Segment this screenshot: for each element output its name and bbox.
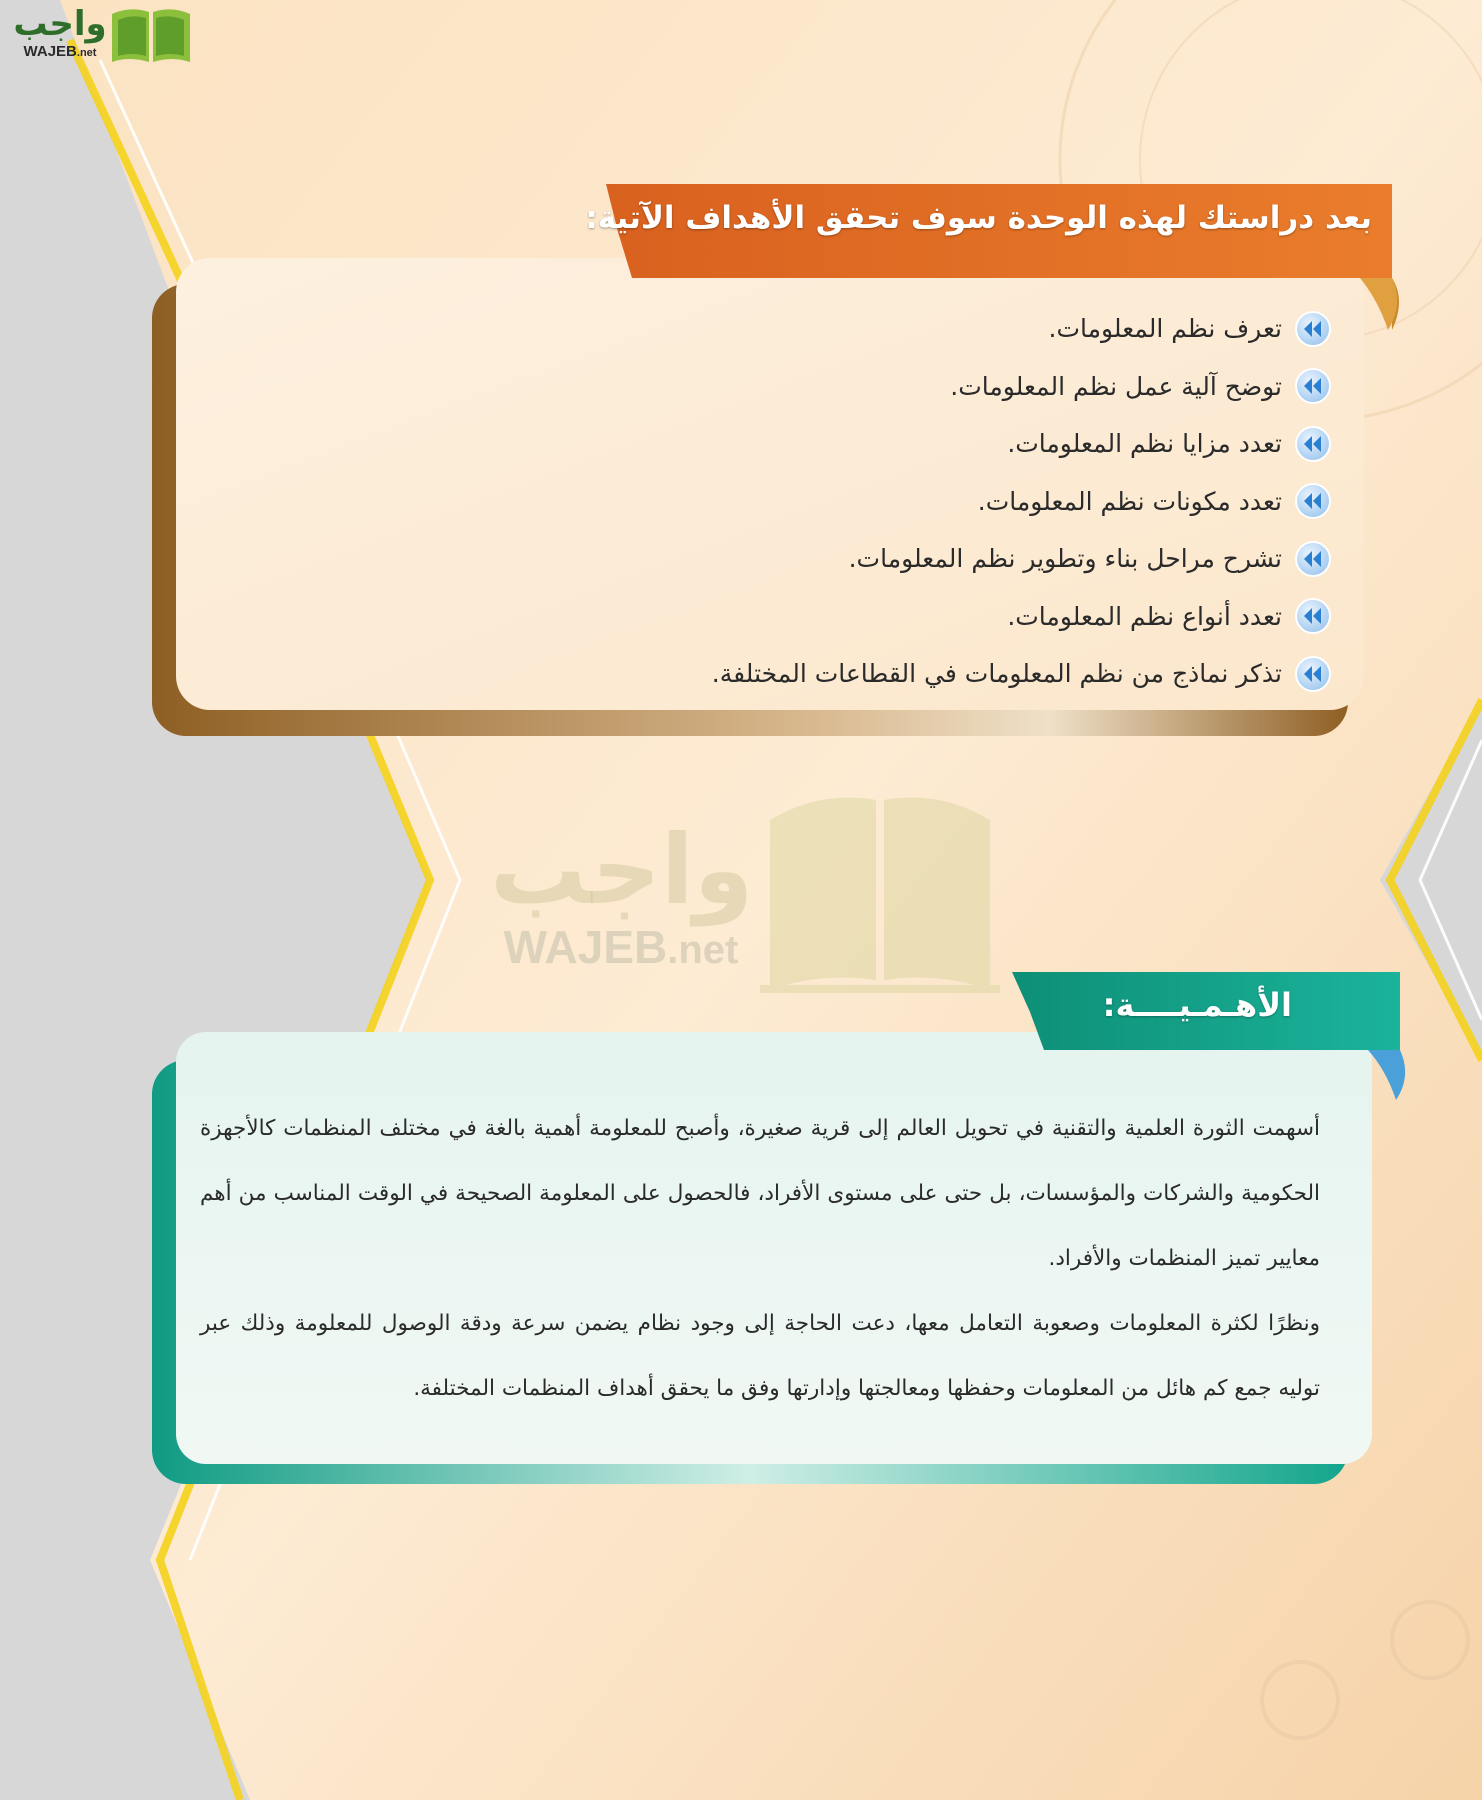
- list-item: [252, 358, 1332, 416]
- objective-text: تعدد أنواع نظم المعلومات.: [1007, 601, 1282, 631]
- objectives-list: [252, 300, 1332, 703]
- book-icon: [108, 6, 194, 68]
- list-item: [252, 645, 1332, 703]
- objective-text: تذكر نماذج من نظم المعلومات في القطاعات المختلفة.: [711, 659, 1282, 689]
- watermark-latin: [490, 922, 752, 975]
- objective-text: توضح آلية عمل نظم المعلومات.: [950, 371, 1282, 401]
- rewind-bullet-icon: [1294, 540, 1332, 578]
- objective-text: تعدد مزايا نظم المعلومات.: [1007, 429, 1282, 459]
- objective-text: تشرح مراحل بناء وتطوير نظم المعلومات.: [848, 544, 1282, 574]
- rewind-bullet-icon: [1294, 597, 1332, 635]
- list-item: [252, 300, 1332, 358]
- importance-paragraph: ونظرًا لكثرة المعلومات وصعوبة التعامل معها، دعت الحاجة إلى وجود نظام يضمن سرعة ودقة الوصول للمعلومة وذلك عبر توليه جمع كم هائل من المعلومات وحفظها ومعالجتها وإدارتها وفق ما يحقق أهداف المنظمات المختلفة.: [200, 1311, 1320, 1401]
- list-item: [252, 588, 1332, 646]
- objective-text: تعرف نظم المعلومات.: [1048, 314, 1282, 344]
- watermark-suffix: .net: [667, 928, 739, 972]
- rewind-bullet-icon: [1294, 655, 1332, 693]
- logo-latin: [12, 44, 108, 61]
- logo-arabic: واجب: [13, 4, 107, 44]
- logo-text: [12, 4, 108, 61]
- objective-text: تعدد مكونات نظم المعلومات.: [977, 486, 1282, 516]
- rewind-bullet-icon: [1294, 425, 1332, 463]
- watermark-latin-name: WAJEB: [503, 921, 668, 973]
- list-item: [252, 530, 1332, 588]
- list-item: [252, 473, 1332, 531]
- objectives-heading: بعد دراستك لهذه الوحدة سوف تحقق الأهداف الآتية:: [585, 200, 1372, 236]
- rewind-bullet-icon: [1294, 310, 1332, 348]
- wajeb-logo[interactable]: [8, 4, 198, 70]
- list-item: [252, 415, 1332, 473]
- rewind-bullet-icon: [1294, 367, 1332, 405]
- importance-paragraph: أسهمت الثورة العلمية والتقنية في تحويل العالم إلى قرية صغيرة، وأصبح للمعلومة أهمية بالغة في مختلف المنظمات كالأجهزة الحكومية والشركات والمؤسسات، بل حتى على مستوى الأفراد، فالحصول على المعلومة الصحيحة في الوقت المناسب من أهم معايير تميز المنظمات والأفراد.: [200, 1116, 1320, 1271]
- watermark: [490, 814, 754, 975]
- logo-suffix: .net: [76, 47, 97, 59]
- importance-heading: الأهـمـيــــة:: [1102, 986, 1292, 1024]
- importance-body: [200, 1096, 1320, 1421]
- rewind-bullet-icon: [1294, 482, 1332, 520]
- watermark-arabic: واجب: [490, 814, 754, 926]
- logo-latin-name: WAJEB: [23, 43, 77, 60]
